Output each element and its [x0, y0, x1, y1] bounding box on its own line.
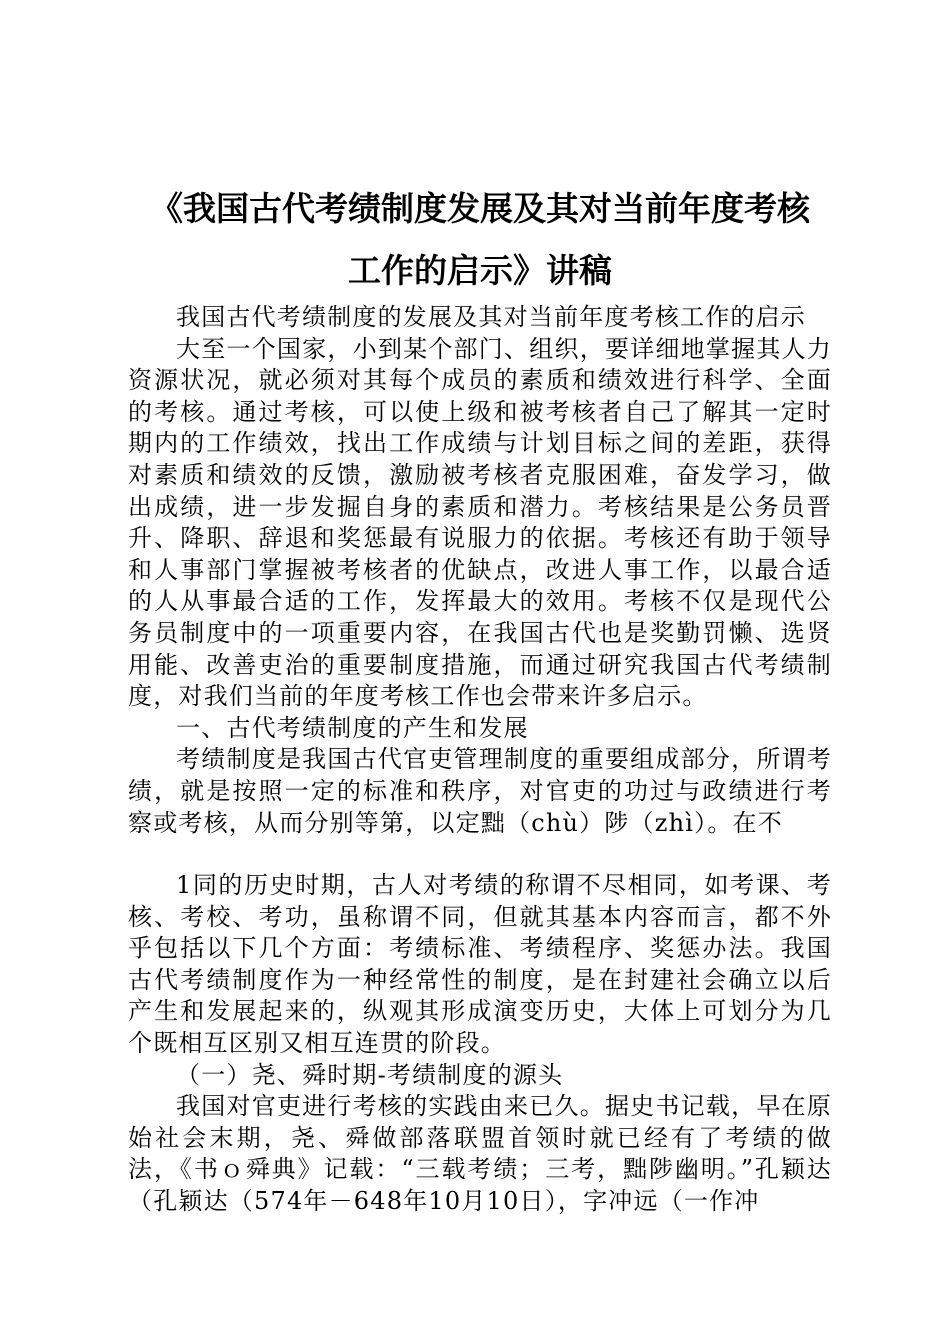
intro-paragraph: 大至一个国家，小到某个部门、组织，要详细地掌握其人力资源状况，就必须对其每个成员的素质和绩效进行科学、全面的考核。通过考核，可以使上级和被考核者自己了解其一定时期内的工作绩效，找出工作成绩与计划目标之间的差距，获得对素质和绩效的反馈，激励被考核者克服困难，奋发学习，做出成绩，进一步发掘自身的素质和潜力。考核结果是公务员晋升、降职、辞退和奖惩最有说服力的依据。考核还有助于领导和人事部门掌握被考核者的优缺点，改进人事工作，以最合适的人从事最合适的工作，发挥最大的效用。考核不仅是现代公务员制度中的一项重要内容，在我国古代也是奖勤罚懒、选贤用能、改善吏治的重要制度措施，而通过研究我国古代考绩制度，对我们当前的年度考核工作也会带来许多启示。 [128, 334, 832, 711]
document-title [128, 178, 832, 302]
title-line-1: 《我国古代考绩制度发展及其对当前年度考核 [150, 189, 810, 228]
subsection-heading-1: （一）尧、舜时期-考绩制度的源头 [176, 1060, 564, 1089]
subtitle-paragraph: 我国古代考绩制度的发展及其对当前年度考核工作的启示 [176, 303, 806, 331]
body-paragraph: 我国对官吏进行考核的实践由来已久。据史书记载，早在原始社会末期，尧、舜做部落联盟首领时就已经有了考绩的做法，《书ｏ舜典》记载：“三载考绩；三考，黜陟幽明。”孔颖达（孔颖达（574年－648年10月10日），字冲远（一作冲 [128, 1092, 832, 1216]
body-paragraph: 1同的历史时期，古人对考绩的称谓不尽相同，如考课、考核、考校、考功，虽称谓不同，但就其基本内容而言，都不外乎包括以下几个方面：考绩标准、考绩程序、奖惩办法。我国古代考绩制度作为一种经常性的制度，是在封建社会确立以后产生和发展起来的，纵观其形成演变历史，大体上可划分为几个既相互区别又相互连贯的阶段。 [128, 871, 832, 1058]
document-body [128, 302, 832, 1218]
title-line-2: 工作的启示》讲稿 [348, 251, 612, 290]
document-page [128, 178, 832, 1218]
section-heading-1: 一、古代考绩制度的产生和发展 [176, 713, 529, 742]
body-paragraph: 考绩制度是我国古代官吏管理制度的重要组成部分，所谓考绩，就是按照一定的标准和秩序，对官吏的功过与政绩进行考察或考核，从而分别等第，以定黜（chù）陟（zhì）。在不 [128, 745, 832, 837]
